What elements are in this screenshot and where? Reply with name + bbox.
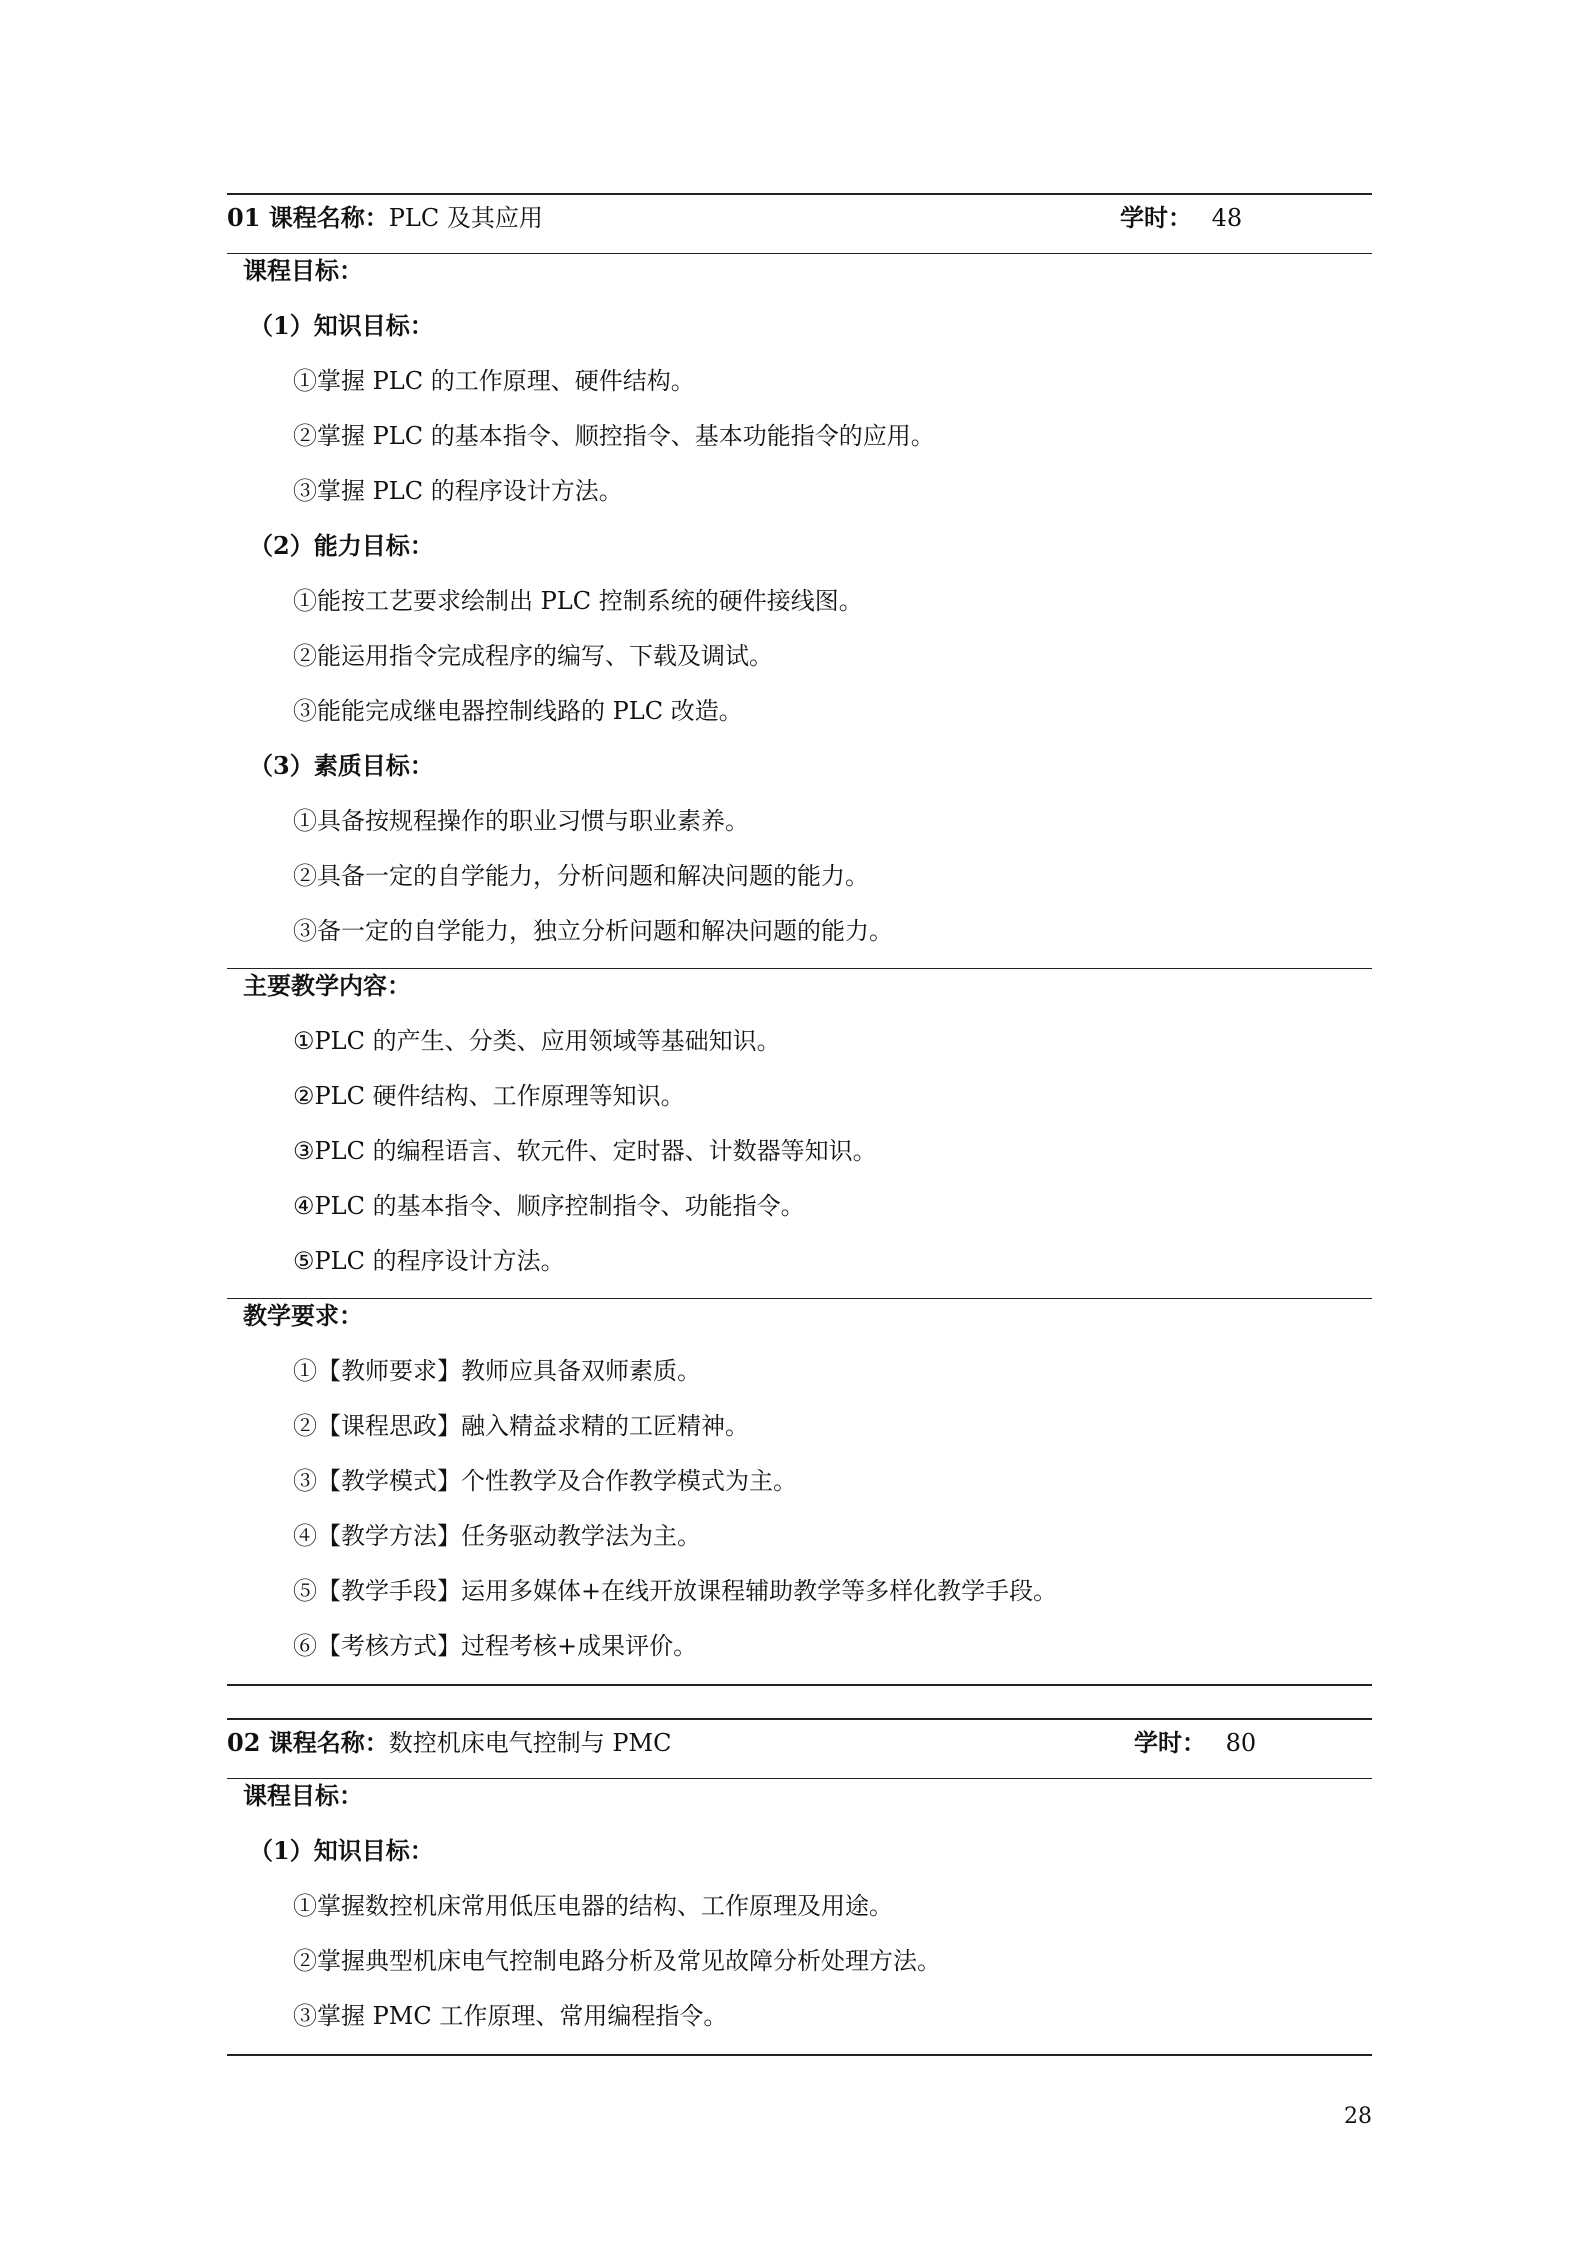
knowledge-title: （1）知识目标：	[249, 311, 434, 340]
hours-label: 学时：	[1134, 1728, 1206, 1757]
bottom-rule	[227, 2054, 1372, 2056]
knowledge-item: ②掌握 PLC 的基本指令、顺控指令、基本功能指令的应用。	[293, 422, 935, 450]
content-item: ⑤PLC 的程序设计方法。	[293, 1247, 565, 1275]
quality-item: ①具备按规程操作的职业习惯与职业素养。	[293, 807, 749, 835]
quality-item: ②具备一定的自学能力，分析问题和解决问题的能力。	[293, 862, 869, 890]
goals-title: 课程目标：	[243, 256, 363, 285]
knowledge-item: ③掌握 PLC 的程序设计方法。	[293, 477, 623, 505]
content-item: ③PLC 的编程语言、软元件、定时器、计数器等知识。	[293, 1137, 877, 1165]
ability-item: ②能运用指令完成程序的编写、下载及调试。	[293, 642, 773, 670]
requirements-title: 教学要求：	[243, 1301, 363, 1330]
header-divider	[227, 253, 1372, 254]
knowledge-item: ③掌握 PMC 工作原理、常用编程指令。	[293, 2002, 728, 2030]
content-divider	[227, 968, 1372, 969]
course-header	[227, 1728, 671, 1758]
hours-value: 48	[1211, 204, 1243, 232]
bottom-rule	[227, 1684, 1372, 1686]
hours-value: 80	[1225, 1729, 1257, 1757]
requirement-item: ⑥【考核方式】过程考核+成果评价。	[293, 1632, 698, 1660]
course-hours	[1120, 203, 1242, 233]
requirement-item: ①【教师要求】教师应具备双师素质。	[293, 1357, 701, 1385]
content-title: 主要教学内容：	[243, 971, 411, 1000]
requirement-item: ③【教学模式】个性教学及合作教学模式为主。	[293, 1467, 797, 1495]
header-divider	[227, 1778, 1372, 1779]
requirement-item: ②【课程思政】融入精益求精的工匠精神。	[293, 1412, 749, 1440]
knowledge-item: ①掌握 PLC 的工作原理、硬件结构。	[293, 367, 695, 395]
knowledge-item: ②掌握典型机床电气控制电路分析及常见故障分析处理方法。	[293, 1947, 941, 1975]
page-number: 28	[1344, 2104, 1372, 2129]
course-name-label: 01 课程名称：	[227, 203, 389, 232]
course-name: 数控机床电气控制与 PMC	[388, 1729, 672, 1757]
ability-title: （2）能力目标：	[249, 531, 434, 560]
hours-label: 学时：	[1120, 203, 1192, 232]
content-item: ④PLC 的基本指令、顺序控制指令、功能指令。	[293, 1192, 805, 1220]
course-header	[227, 203, 543, 233]
knowledge-item: ①掌握数控机床常用低压电器的结构、工作原理及用途。	[293, 1892, 893, 1920]
requirement-item: ④【教学方法】任务驱动教学法为主。	[293, 1522, 701, 1550]
top-rule	[227, 193, 1372, 195]
top-rule	[227, 1718, 1372, 1720]
quality-title: （3）素质目标：	[249, 751, 434, 780]
content-item: ②PLC 硬件结构、工作原理等知识。	[293, 1082, 685, 1110]
content-item: ①PLC 的产生、分类、应用领域等基础知识。	[293, 1027, 781, 1055]
course-name: PLC 及其应用	[388, 204, 543, 232]
quality-item: ③备一定的自学能力，独立分析问题和解决问题的能力。	[293, 917, 893, 945]
requirement-item: ⑤【教学手段】运用多媒体+在线开放课程辅助教学等多样化教学手段。	[293, 1577, 1058, 1605]
course-hours	[1134, 1728, 1256, 1758]
requirements-divider	[227, 1298, 1372, 1299]
ability-item: ①能按工艺要求绘制出 PLC 控制系统的硬件接线图。	[293, 587, 863, 615]
knowledge-title: （1）知识目标：	[249, 1836, 434, 1865]
course-name-label: 02 课程名称：	[227, 1728, 389, 1757]
goals-title: 课程目标：	[243, 1781, 363, 1810]
ability-item: ③能能完成继电器控制线路的 PLC 改造。	[293, 697, 743, 725]
